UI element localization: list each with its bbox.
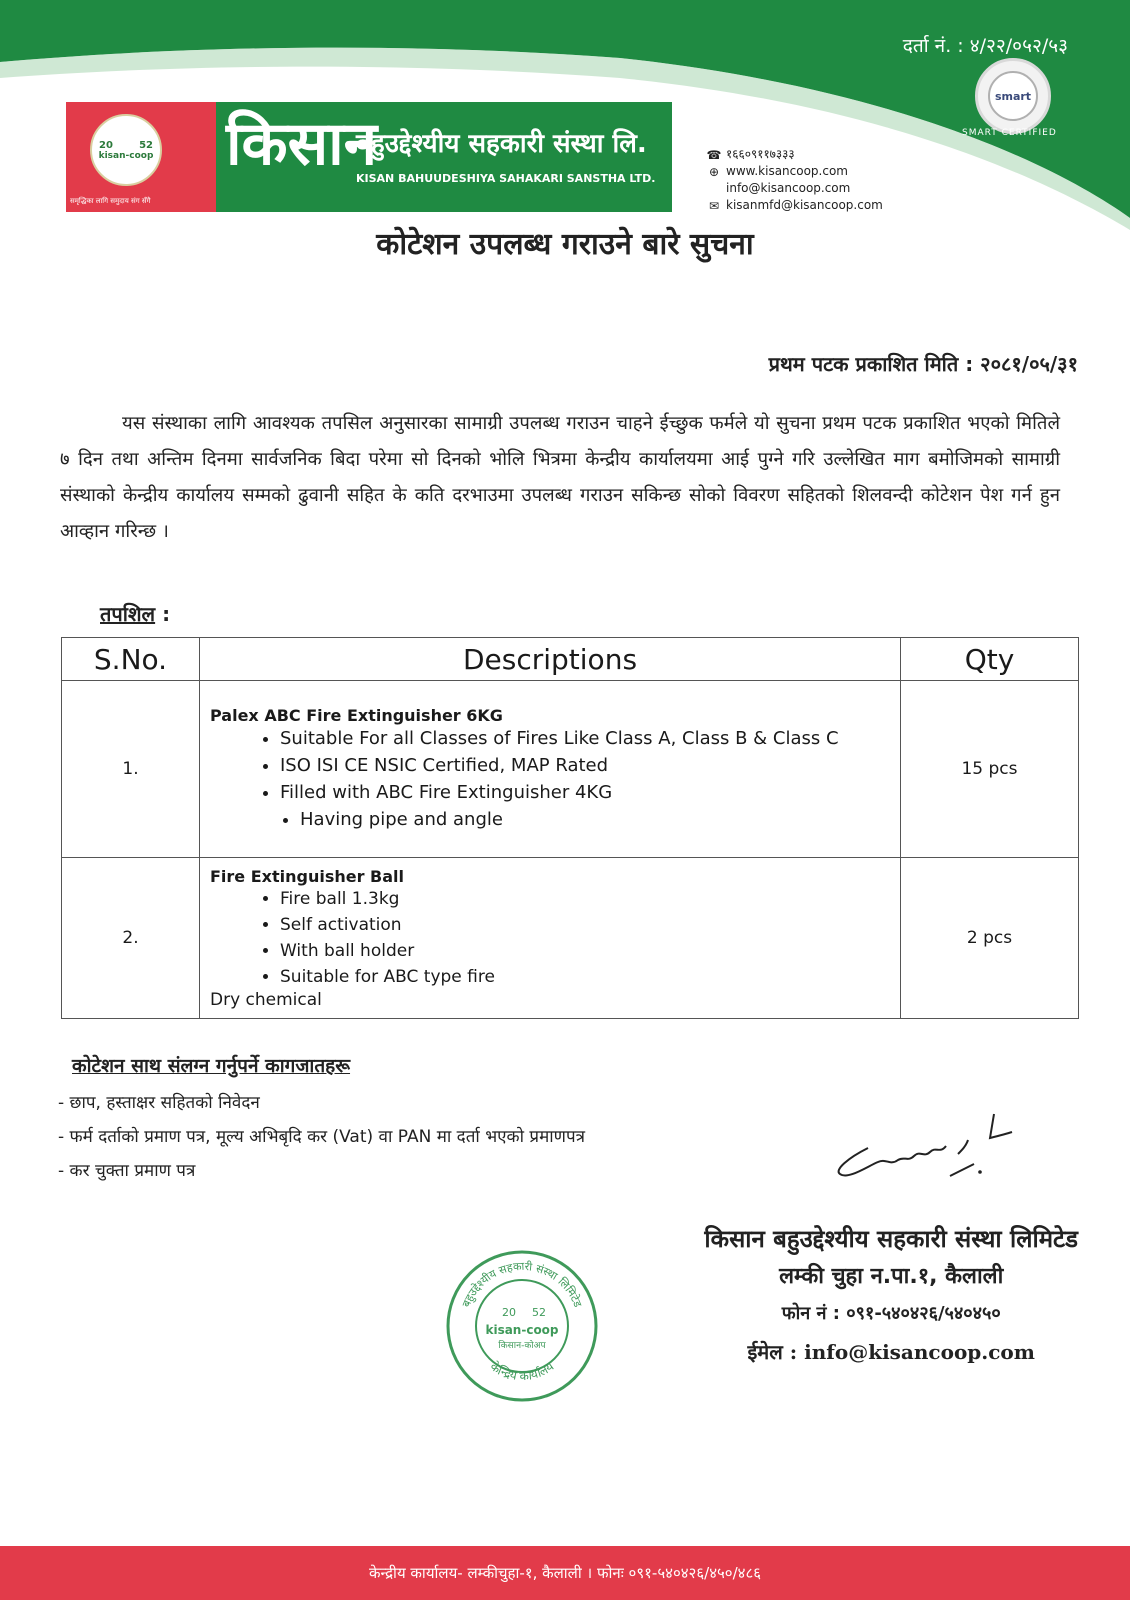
list-item: • Having pipe and angle [300,806,892,833]
contact-email-info[interactable]: info@kisancoop.com [726,181,851,195]
list-item: • Suitable For all Classes of Fires Like Class A, Class B & Class C [280,725,892,752]
list-item: • Suitable for ABC type fire [280,964,892,990]
notice-title: कोटेशन उपलब्ध गराउने बारे सुचना [376,227,754,262]
logo-panel [66,102,216,212]
item-nested-bullets [210,806,892,833]
office-stamp [444,1248,600,1404]
notice-paragraph [60,406,1060,550]
stamp-year-left: 20 [502,1306,516,1319]
svg-text:केन्द्रिय कार्यालय [488,1359,558,1384]
list-item: • With ball holder [280,938,892,964]
items-table [61,637,1079,1019]
signature-block [704,1220,1078,1372]
header-contacts [706,146,883,214]
publish-date: प्रथम पटक प्रकाशित मिति : २०८१/०५/३१ [768,352,1078,376]
list-item: • Fire ball 1.3kg [280,886,892,912]
globe-icon: ⊕ [708,164,720,179]
tapasil-colon: : [162,602,171,626]
org-name-sub: बहुउद्देश्यीय सहकारी संस्था लि. [356,129,647,159]
item-bullets [210,725,892,806]
stamp-year-right: 52 [532,1306,546,1319]
header-qty: Qty [901,638,1079,681]
smart-logo: smart [988,71,1038,121]
logo-name: kisan-coop [98,150,154,161]
phone-icon: ☎ [706,147,722,162]
item-bullets [210,886,892,990]
list-item: • Self activation [280,912,892,938]
item-title: Fire Extinguisher Ball [210,866,405,886]
logo-tagline: समृद्धिका लागि समुदाय संग सँगै [70,197,151,205]
signature [828,1110,1028,1200]
contact-phone-row [706,146,883,163]
tapasil-label: तपशिल [100,602,156,626]
table-header-row [62,638,1079,681]
list-item: • Filled with ABC Fire Extinguisher 4KG [280,779,892,806]
signature-email: ईमेल : info@kisancoop.com [747,1340,1035,1364]
smart-certified-badge [975,58,1051,134]
item-title: Palex ABC Fire Extinguisher 6KG [210,705,503,725]
blank-icon [706,181,722,197]
smart-certified-caption: SMART CERTIFIED [962,128,1057,138]
table-row [62,681,1079,858]
list-item: • ISO ISI CE NSIC Certified, MAP Rated [280,752,892,779]
stamp-top-text: बहुउद्देश्यीय सहकारी संस्था लिमिटेड [459,1259,585,1309]
footer-bar [0,1546,1130,1600]
mail-icon: ✉ [708,198,720,213]
signature-address: लम्की चुहा न.पा.१, कैलाली [779,1264,1004,1289]
footer-text: केन्द्रीय कार्यालय- लम्कीचुहा-१, कैलाली । फोनः ०९१-५४०४२६/४५०/४८६ [368,1564,762,1582]
signature-org-name: किसान बहुउद्देश्यीय सहकारी संस्था लिमिटेड [704,1225,1078,1253]
kisan-coop-logo [90,114,162,186]
contact-phone: १६६०९११७३३३ [726,147,795,161]
contact-email1-row [706,180,883,197]
row-description [200,681,901,858]
contact-web-row [706,163,883,180]
row-sno: 2. [62,858,200,1019]
logo-year-right: 52 [139,139,153,151]
row-sno: 1. [62,681,200,858]
org-name-english: KISAN BAHUUDESHIYA SAHAKARI SANSTHA LTD. [356,172,656,185]
item-note: Dry chemical [210,989,322,1010]
row-qty: 15 pcs [901,681,1079,858]
contact-email-mfd[interactable]: kisanmfd@kisancoop.com [726,198,883,212]
stamp-center-sub: किसान-कोअप [498,1341,546,1351]
header-descriptions: Descriptions [200,638,901,681]
stamp-center-name: kisan-coop [485,1323,559,1337]
contact-email2-row [706,197,883,214]
row-qty: 2 pcs [901,858,1079,1019]
attachments-heading: कोटेशन साथ संलग्न गर्नुपर्ने कागजातहरू [72,1055,351,1077]
list-item: - फर्म दर्ताको प्रमाण पत्र, मूल्य अभिबृदि कर (Vat) वा PAN मा दर्ता भएको प्रमाणपत्र [58,1127,585,1147]
notice-paragraph-text: यस संस्थाका लागि आवश्यक तपसिल अनुसारका सामाग्री उपलब्ध गराउन चाहने ईच्छुक फर्मले यो सुचना प्रथम पटक प्रकाशित भएको मितिले ७ दिन तथा अन्तिम दिनमा सार्वजनिक बिदा परेमा सो दिनको भोलि भित्रमा केन्द्रीय कार्यालयमा आई पुग्ने गरि उल्लेखित माग बमोजिमको सामाग्री संस्थाको केन्द्रीय कार्यालय सम्मको ढुवानी सहित के कति दरभाउमा उपलब्ध गराउन सकिन्छ सोको विवरण सहितको शिलवन्दी कोटेशन पेश गर्न हुन आव्हान गरिन्छ । [60,413,1060,542]
list-item: - छाप, हस्ताक्षर सहितको निवेदन [58,1093,260,1113]
attachments-list [58,1086,585,1188]
signature-phone: फोन नं : ०९१-५४०४२६/५४०४५० [781,1303,1001,1324]
org-name-main: किसान [226,109,378,179]
contact-website[interactable]: www.kisancoop.com [726,164,848,178]
row-description [200,858,901,1019]
tapasil-heading [100,600,170,627]
org-name-banner [216,102,672,212]
registration-number: दर्ता नं. : ४/२२/०५२/५३ [902,35,1068,57]
list-item: - कर चुक्ता प्रमाण पत्र [58,1161,196,1181]
logo-year [99,140,153,151]
stamp-bottom-text: केन्द्रिय कार्यालय [487,1359,557,1384]
table-row [62,858,1079,1019]
logo-year-left: 20 [99,139,113,151]
header-sno: S.No. [62,638,200,681]
